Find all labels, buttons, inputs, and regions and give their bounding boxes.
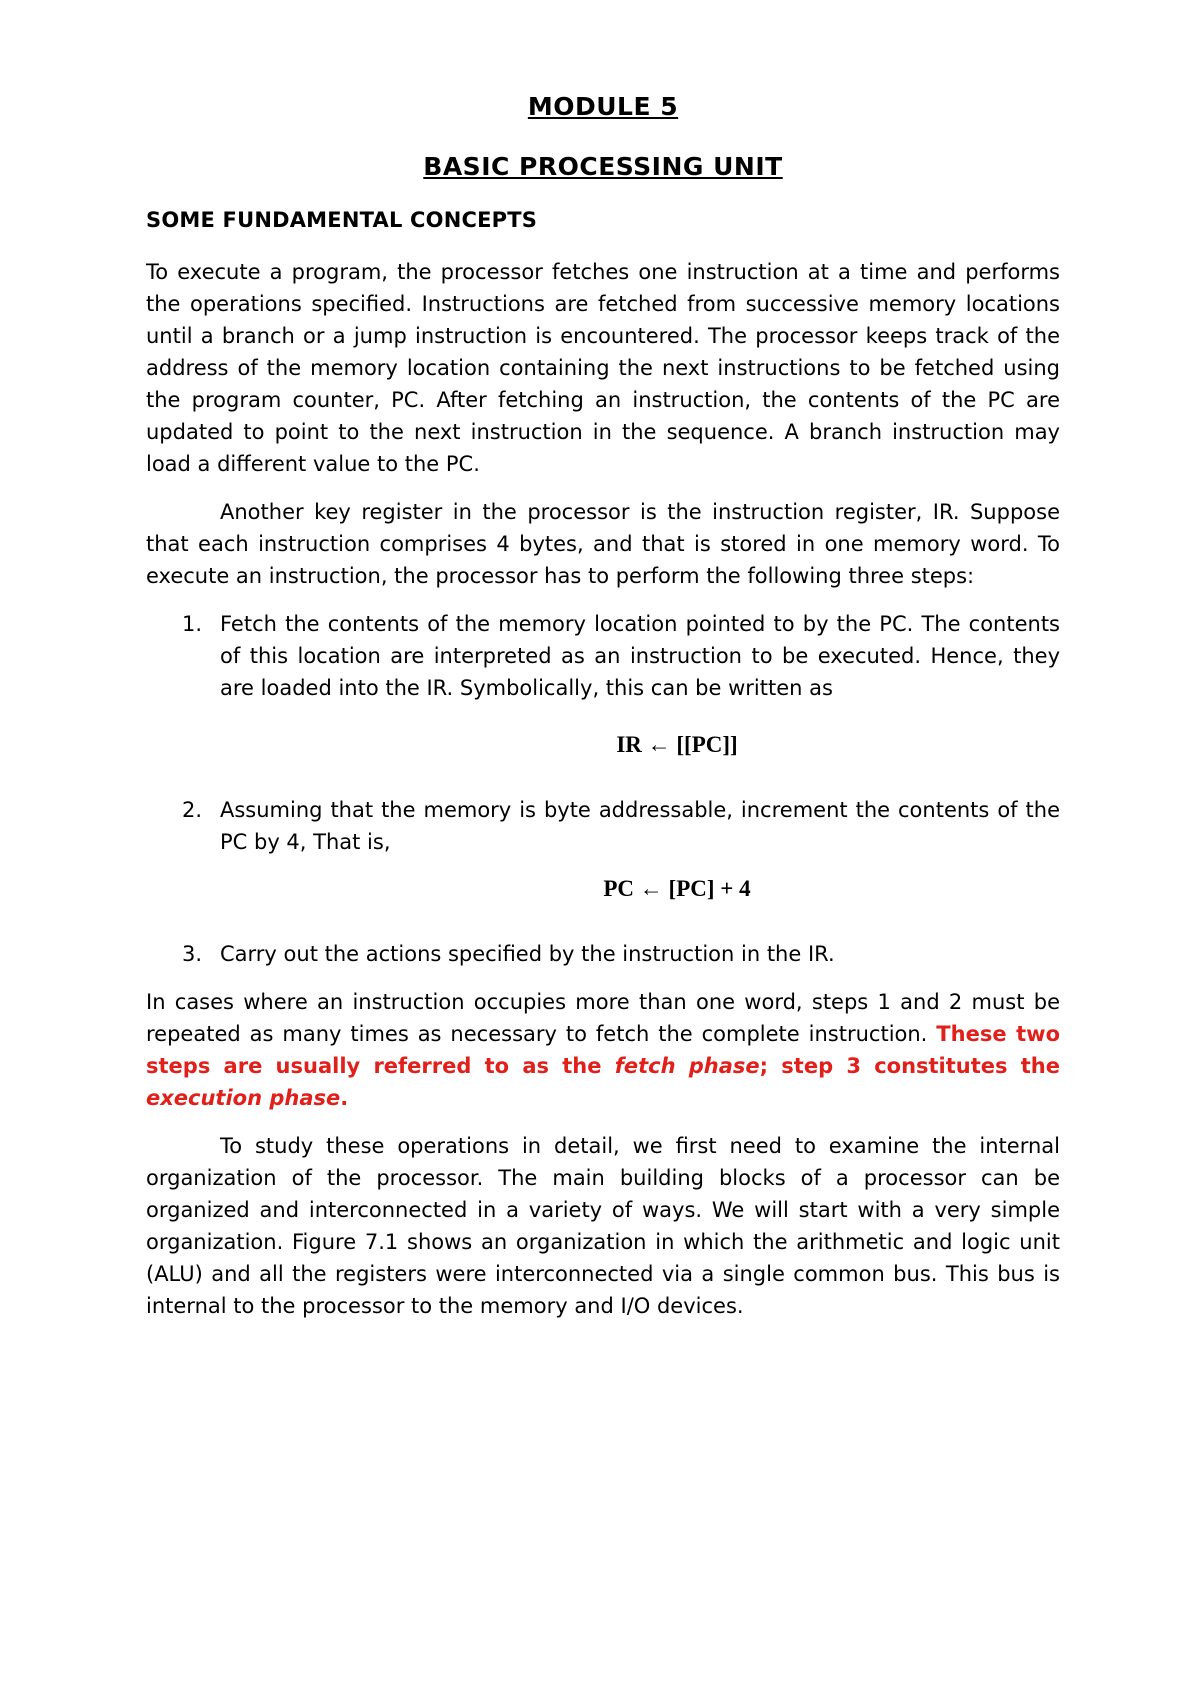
paragraph-plain-text: In cases where an instruction occupies more than one word, steps 1 and 2 must be repeated as many times as necessary to fetch the complete instruction. [146, 990, 1060, 1046]
emphasis-part: . [340, 1086, 349, 1110]
step-item [146, 608, 1060, 760]
execution-phase-term: execution phase [146, 1086, 341, 1110]
paragraph-fetch-execution [146, 986, 1060, 1114]
module-title: MODULE 5 [527, 92, 679, 121]
step-item [146, 938, 1060, 970]
step-text: Assuming that the memory is byte addressable, increment the contents of the PC by 4, That is, [220, 798, 1060, 854]
formula-ir-fetch: IR ← [[PC]] [616, 732, 738, 757]
step-number: 2. [182, 798, 203, 822]
document-page [146, 92, 1060, 1338]
step-number: 3. [182, 942, 203, 966]
steps-list [146, 608, 1060, 970]
emphasis-part: ; step 3 constitutes the [759, 1054, 1060, 1078]
fetch-phase-term: fetch phase [614, 1054, 760, 1078]
step-number: 1. [182, 612, 203, 636]
paragraph-instruction-register: Another key register in the processor is the instruction register, IR. Suppose that each instruction comprises 4 bytes, and that is stored in one memory word. To execute an instruction, the processor has to perform the following three steps: [146, 500, 1060, 588]
paragraph-internal-organization: To study these operations in detail, we first need to examine the internal organization of the processor. The main building blocks of a processor can be organized and interconnected in a variety of ways. We will start with a very simple organization. Figure 7.1 shows an organization in which the arithmetic and logic unit (ALU) and all the registers were interconnected via a single common bus. This bus is internal to the processor to the memory and I/O devices. [146, 1134, 1060, 1318]
emphasis-part: These two steps are usually referred to as the [146, 1022, 1060, 1078]
formula-pc-increment: PC ← [PC] + 4 [603, 876, 751, 901]
section-heading: SOME FUNDAMENTAL CONCEPTS [146, 208, 538, 232]
step-item [146, 794, 1060, 904]
step-text: Fetch the contents of the memory location pointed to by the PC. The contents of this location are interpreted as an instruction to be executed. Hence, they are loaded into the IR. Symbolically, this can be written as [220, 612, 1060, 700]
unit-title: BASIC PROCESSING UNIT [423, 152, 783, 181]
step-text: Carry out the actions specified by the instruction in the IR. [220, 942, 835, 966]
paragraph-intro: To execute a program, the processor fetches one instruction at a time and performs the operations specified. Instructions are fetched from successive memory locations until a branch or a jump instruction is encountered. The processor keeps track of the address of the memory location containing the next instructions to be fetched using the program counter, PC. After fetching an instruction, the contents of the PC are updated to point to the next instruction in the sequence. A branch instruction may load a different value to the PC. [146, 260, 1060, 476]
